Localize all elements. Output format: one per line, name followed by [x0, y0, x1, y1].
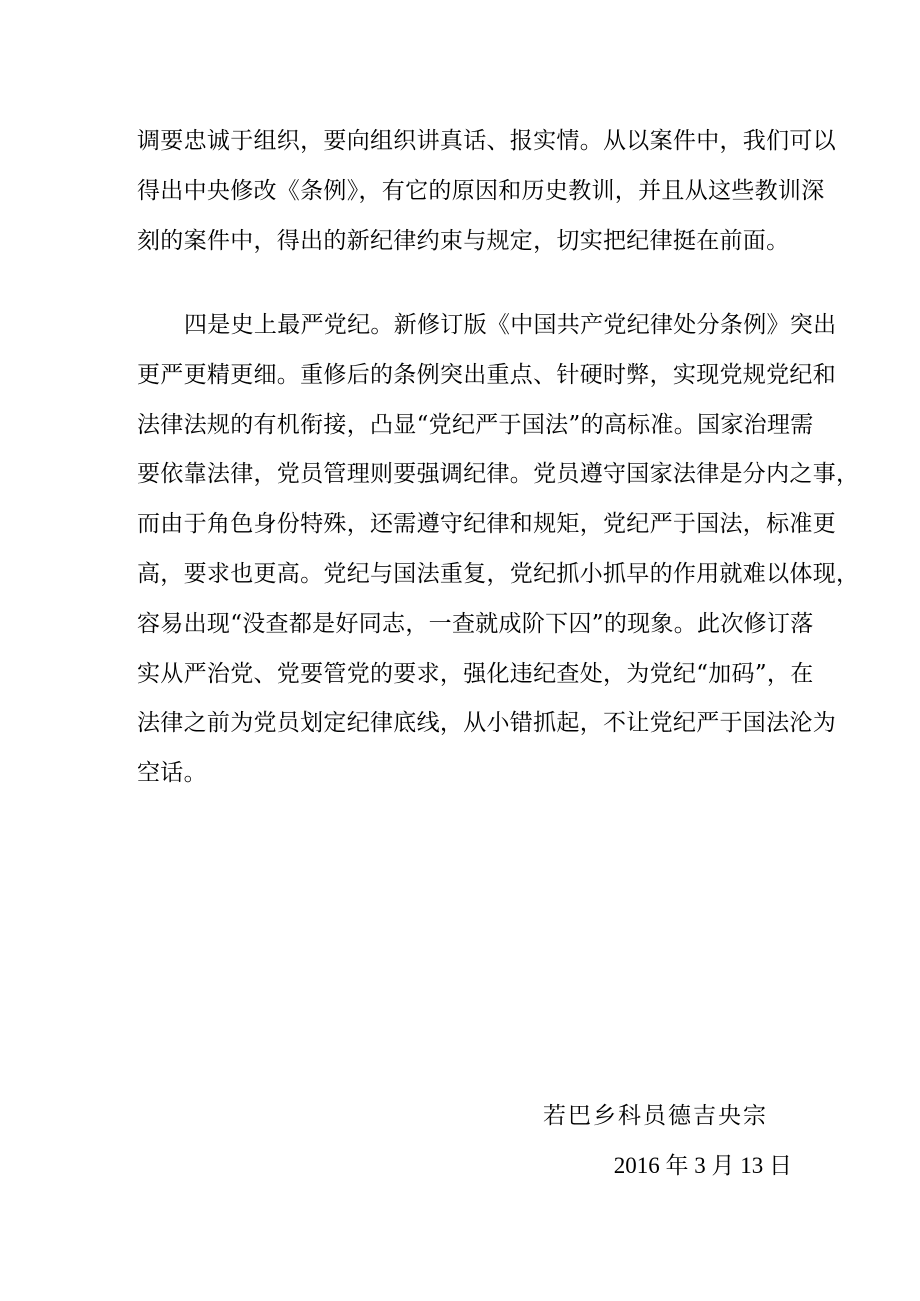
paragraph-line: 刻的案件中，得出的新纪律约束与规定，切实把纪律挺在前面。 — [137, 227, 790, 254]
paragraph-line: 而由于角色身份特殊，还需遵守纪律和规矩，党纪严于国法，标准更 — [137, 511, 836, 538]
paragraph-line: 调要忠诚于组织，要向组织讲真话、报实情。从以案件中，我们可以 — [137, 128, 836, 154]
signature-date: 2016 年 3 月 13 日 — [613, 1153, 792, 1178]
paragraph-line: 实从严治党、党要管党的要求，强化违纪查处，为党纪“加码”，在 — [137, 660, 814, 687]
paragraph-line: 高，要求也更高。党纪与国法重复，党纪抓小抓早的作用就难以体现， — [137, 560, 860, 587]
paragraph-line: 要依靠法律，党员管理则要强调纪律。党员遵守国家法律是分内之事， — [137, 461, 860, 488]
paragraph-1 — [137, 117, 836, 266]
paragraph-line: 空话。 — [137, 760, 207, 787]
paragraph-line: 法律之前为党员划定纪律底线，从小错抓起，不让党纪严于国法沦为 — [137, 710, 836, 737]
paragraph-line: 四是史上最严党纪。新修订版《中国共产党纪律处分条例》突出 — [184, 312, 837, 338]
paragraph-line: 法律法规的有机衔接，凸显“党纪严于国法”的高标准。国家治理需 — [137, 411, 814, 438]
paragraph-line: 得出中央修改《条例》，有它的原因和历史教训，并且从这些教训深 — [137, 177, 825, 204]
paragraph-line: 容易出现“没查都是好同志，一查就成阶下囚”的现象。此次修订落 — [137, 610, 814, 637]
paragraph-line: 更严更精更细。重修后的条例突出重点、针硬时弊，实现党规党纪和 — [137, 361, 836, 388]
signature-author: 若巴乡科员德吉央宗 — [543, 1103, 768, 1129]
paragraph-2 — [137, 301, 860, 799]
